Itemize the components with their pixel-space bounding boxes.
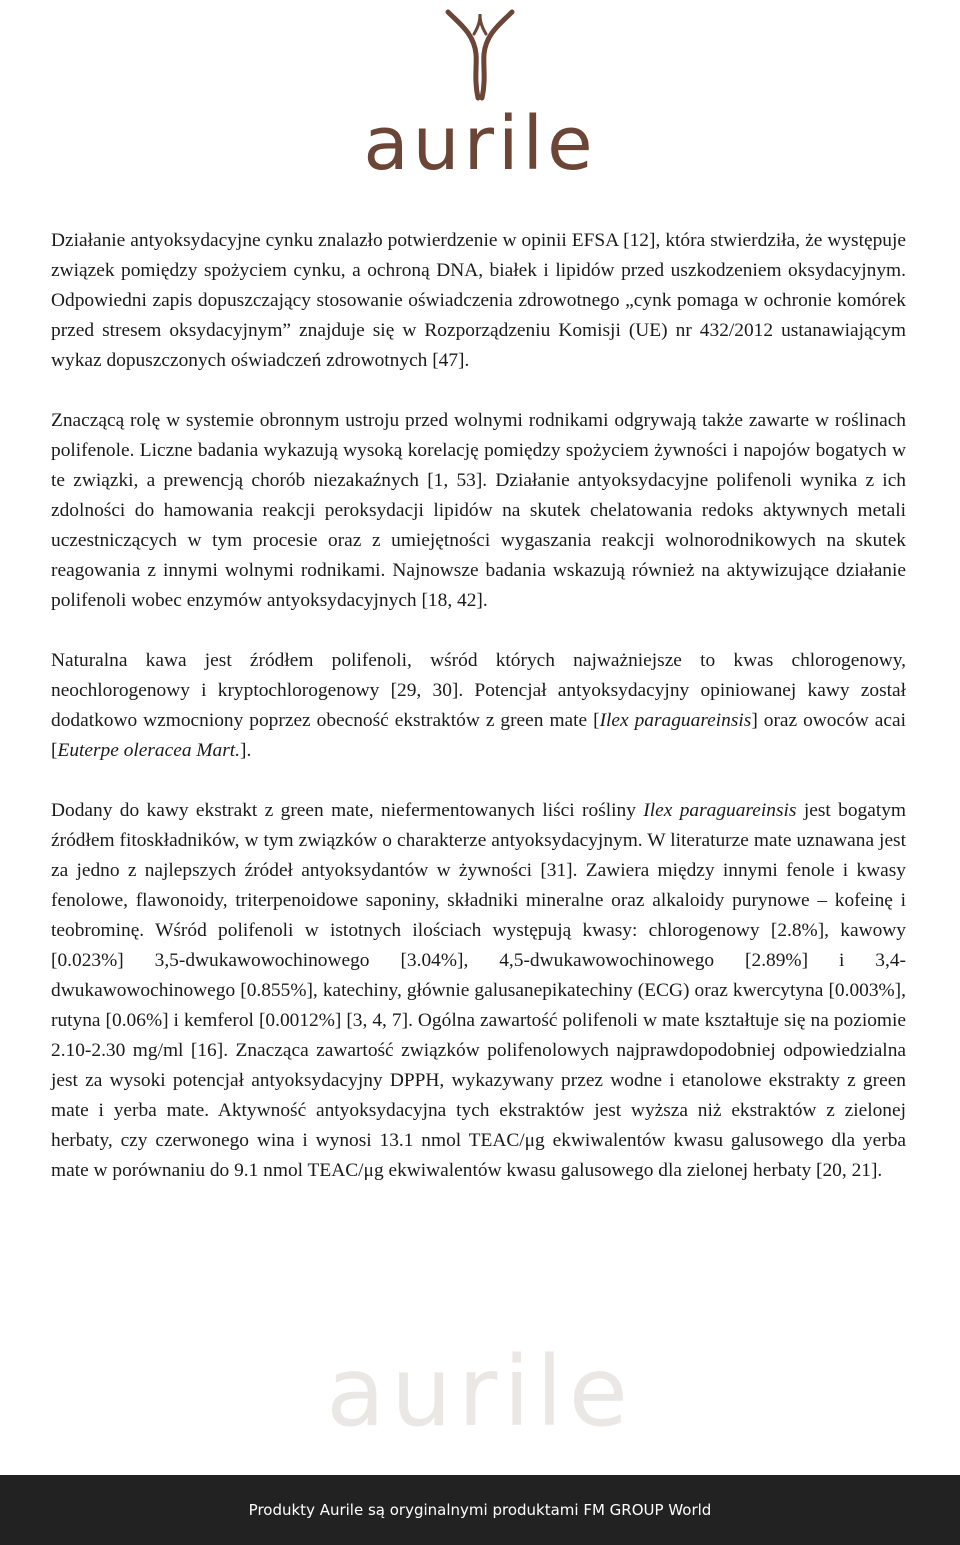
italic-term: Euterpe oleracea Mart.: [57, 740, 241, 761]
text-run: Dodany do kawy ekstrakt z green mate, niefermentowanych liści rośliny: [51, 800, 644, 821]
footer-text: Produkty Aurile są oryginalnymi produktami FM GROUP World: [248, 1501, 712, 1519]
paragraph-coffee: [51, 646, 906, 766]
paragraph-zinc: Działanie antyoksydacyjne cynku znalazło potwierdzenie w opinii EFSA [12], która stwierdziła, że występuje związek pomiędzy spożyciem cynku, a ochroną DNA, białek i lipidów przed uszkodzeniem oksydacyjnym. Odpowiedni zapis dopuszczający stosowanie oświadczenia zdrowotnego „cynk pomaga w ochronie komórek przed stresem oksydacyjnym” znajduje się w Rozporządzeniu Komisji (UE) nr 432/2012 ustanawiającym wykaz dopuszczonych oświadczeń zdrowotnych [47].: [51, 230, 906, 371]
text-run: jest bogatym źródłem fitoskładników, w tym związków o charakterze antyoksydacyjnym. W literaturze mate uznawana jest za jedno z najlepszych źródeł antyoksydantów w żywności [31]. Zawiera między innymi fenole i kwasy fenolowe, flawonoidy, triterpenoidowe saponiny, składniki mineralne oraz alkaloidy purynowe – kofeinę i teobrominę. Wśród polifenoli w istotnych ilościach występują kwasy: chlorogenowy [2.8%], kawowy [0.023%] 3,5-dwukawowochinowego [3.04%], 4,5-dwukawowochinowego [2.89%] i 3,4-dwukawowochinowego [0.855%], katechiny, głównie galusanepikatechiny (ECG) oraz kwercytyna [0.003%], rutyna [0.06%] i kemferol [0.0012%] [3, 4, 7]. Ogólna zawartość polifenoli w mate kształtuje się na poziomie 2.10-2.30 mg/ml [16]. Znacząca zawartość związków polifenolowych najprawdopodobniej odpowiedzialna jest za wysoki potencjał antyoksydacyjny DPPH, wykazywany przez wodne i etanolowe ekstrakty z green mate i yerba mate. Aktywność antyoksydacyjna tych ekstraktów jest wyższa niż ekstraktów z zielonej herbaty, czy czerwonego wina i wynosi 13.1 nmol TEAC/μg ekwiwalentów kwasu galusowego dla yerba mate w porównaniu do 9.1 nmol TEAC/μg ekwiwalentów kwasu galusowego dla zielonej herbaty [20, 21].: [51, 800, 906, 1181]
footer-bar: [0, 1475, 960, 1545]
italic-term: Ilex paraguareinsis: [599, 710, 752, 731]
paragraph-green-mate: [51, 796, 906, 1186]
document-body: [51, 226, 906, 1216]
header-logo: [0, 0, 960, 190]
aurile-wordmark: aurile: [363, 101, 597, 187]
paragraph-polyphenols: Znaczącą rolę w systemie obronnym ustroju przed wolnymi rodnikami odgrywają także zawarte w roślinach polifenole. Liczne badania wykazują wysoką korelację pomiędzy spożyciem żywności i napojów bogatych w te związki, a prewencją chorób niezakaźnych [1, 53]. Działanie antyoksydacyjne polifenoli wynika z ich zdolności do hamowania reakcji peroksydacji lipidów na skutek chelatowania redoks aktywnych metali uczestniczących w tym procesie oraz z umiejętności wygaszania reakcji wolnorodnikowych na skutek reagowania z innymi wolnymi rodnikami. Najnowsze badania wskazują również na aktywizujące działanie polifenoli wobec enzymów antyoksydacyjnych [18, 42].: [51, 410, 906, 611]
aurile-emblem-icon: [440, 4, 520, 104]
italic-term: Ilex paraguareinsis: [643, 800, 797, 821]
aurile-watermark: aurile: [326, 1336, 634, 1448]
text-run: ] oraz owoców acai [: [51, 710, 906, 761]
text-run: Naturalna kawa jest źródłem polifenoli, wśród których najważniejsze to kwas chlorogenowy, neochlorogenowy i kryptochlorogenowy [29, 30]. Potencjał antyoksydacyjny opiniowanej kawy został dodatkowo wzmocniony poprzez obecność ekstraktów z green mate [: [51, 650, 906, 731]
text-run: ].: [240, 740, 252, 761]
